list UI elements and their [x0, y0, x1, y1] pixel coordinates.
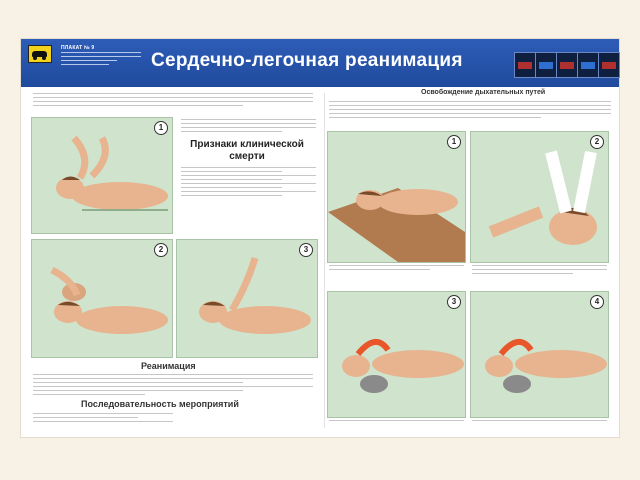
- poster: [21, 39, 619, 437]
- panel-number: 1: [447, 135, 461, 149]
- panel-number: 3: [447, 295, 461, 309]
- clinical-death-signs-title: Признаки клинической смерти: [190, 139, 304, 162]
- thumbnail: [535, 52, 557, 78]
- check-breathing-illustration: [32, 240, 172, 357]
- poster-header: [21, 39, 619, 87]
- airway-panel-1: [327, 131, 466, 263]
- caption-3: [329, 420, 464, 424]
- panel-number: 3: [299, 243, 313, 257]
- resuscitation-title: Реанимация: [141, 361, 196, 371]
- airway-panel-2: [470, 131, 609, 263]
- panel-number: 1: [154, 121, 168, 135]
- description-text: [181, 119, 316, 135]
- caption-1: [329, 265, 464, 273]
- jaw-thrust-illustration: [471, 292, 608, 417]
- airway-text: [329, 101, 611, 121]
- airway-title: Освобождение дыхательных путей: [421, 89, 546, 96]
- resuscitation-text: [33, 374, 313, 398]
- intro-text: [33, 93, 313, 109]
- clear-mouth-illustration: [471, 132, 608, 262]
- caption-2: [472, 265, 607, 277]
- illustration-panel-1: [31, 117, 173, 234]
- thumbnail: [598, 52, 620, 78]
- thumbnail: [577, 52, 599, 78]
- head-tilt-roller-illustration: [328, 292, 465, 417]
- signs-list: [181, 167, 316, 199]
- illustration-panel-2: [31, 239, 173, 358]
- panel-number: 4: [590, 295, 604, 309]
- sequence-list: [33, 413, 173, 425]
- thumbnail: [556, 52, 578, 78]
- page-title: Сердечно-легочная реанимация: [151, 50, 463, 71]
- poster-number: ПЛАКАТ № 9: [61, 45, 95, 51]
- position-on-board-illustration: [328, 132, 465, 262]
- airway-panel-3: [327, 291, 466, 418]
- sequence-title: Последовательность мероприятий: [81, 399, 239, 409]
- thumbnail: [514, 52, 536, 78]
- check-pulse-illustration: [177, 240, 317, 357]
- illustration-panel-3: [176, 239, 318, 358]
- check-consciousness-illustration: [32, 118, 172, 233]
- column-divider: [324, 93, 325, 428]
- panel-number: 2: [154, 243, 168, 257]
- panel-number: 2: [590, 135, 604, 149]
- caption-4: [472, 420, 607, 424]
- airway-panel-4: [470, 291, 609, 418]
- car-logo-icon: [28, 45, 52, 63]
- series-thumbnails: [514, 52, 618, 76]
- publisher-info: [61, 52, 141, 68]
